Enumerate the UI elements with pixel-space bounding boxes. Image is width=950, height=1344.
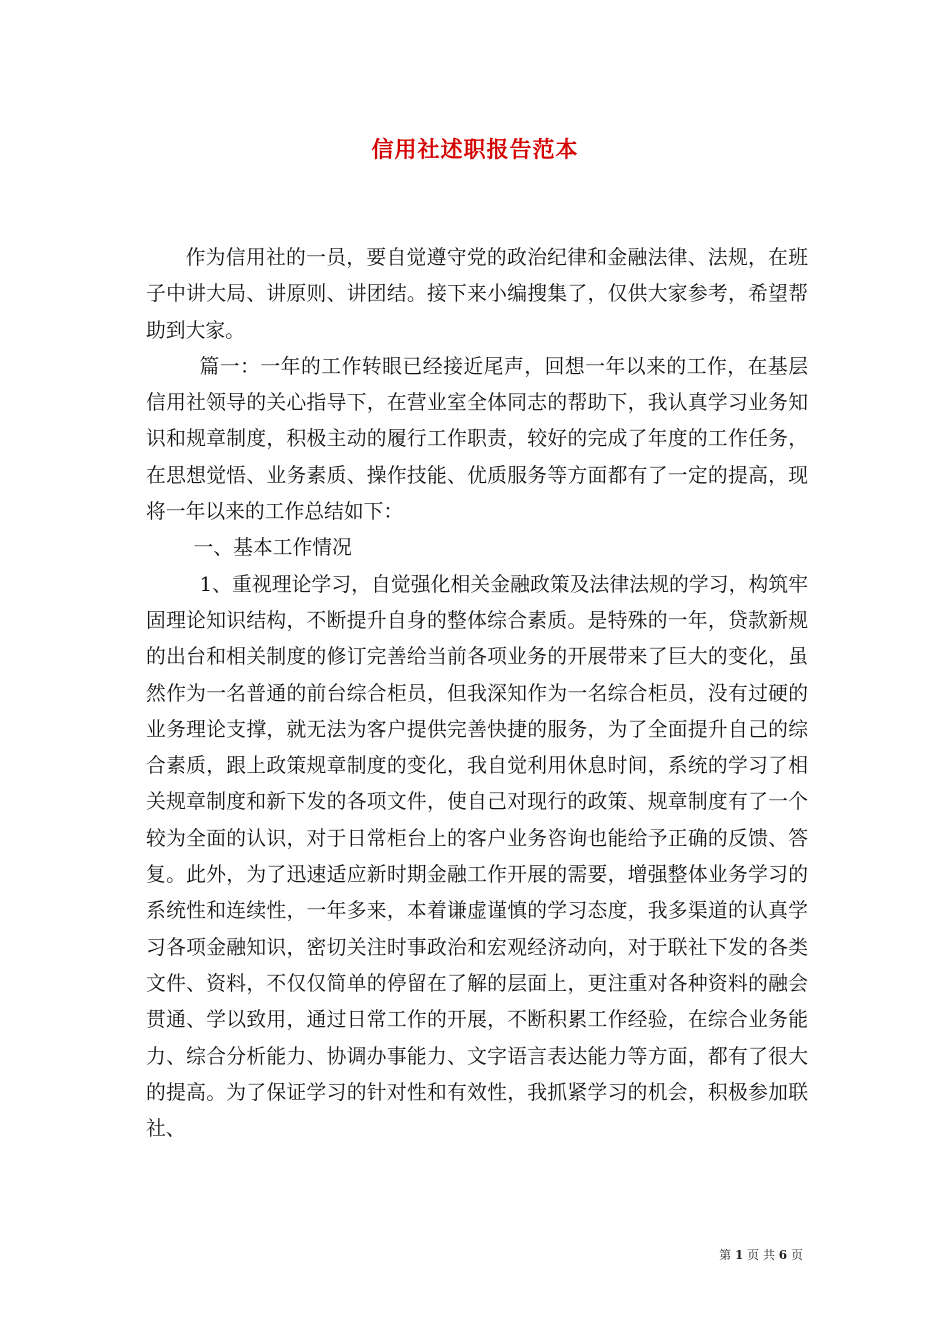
page-number-footer — [719, 1247, 803, 1263]
footer-current-page: 1 — [734, 1248, 744, 1262]
document-body — [146, 240, 808, 1147]
footer-suffix: 页 — [790, 1248, 803, 1262]
footer-prefix: 第 — [719, 1248, 732, 1262]
paragraph-theory-study: 1、重视理论学习，自觉强化相关金融政策及法律法规的学习，构筑牢固理论知识结构，不断提升自身的整体综合素质。是特殊的一年，贷款新规的出台和相关制度的修订完善给当前各项业务的开展带来了巨大的变化，虽然作为一名普通的前台综合柜员，但我深知作为一名综合柜员，没有过硬的业务理论支撑，就无法为客户提供完善快捷的服务，为了全面提升自己的综合素质，跟上政策规章制度的变化，我自觉利用休息时间，系统的学习了相关规章制度和新下发的各项文件，使自己对现行的政策、规章制度有了一个较为全面的认识，对于日常柜台上的客户业务咨询也能给予正确的反馈、答复。此外，为了迅速适应新时期金融工作开展的需要，增强整体业务学习的系统性和连续性，一年多来，本着谦虚谨慎的学习态度，我多渠道的认真学习各项金融知识，密切关注时事政治和宏观经济动向，对于联社下发的各类文件、资料，不仅仅简单的停留在了解的层面上，更注重对各种资料的融会贯通、学以致用，通过日常工作的开展，不断积累工作经验，在综合业务能力、综合分析能力、协调办事能力、文字语言表达能力等方面，都有了很大的提高。为了保证学习的针对性和有效性，我抓紧学习的机会，积极参加联社、 — [146, 572, 808, 1141]
footer-total-pages: 6 — [778, 1248, 788, 1262]
paragraph-intro: 作为信用社的一员，要自觉遵守党的政治纪律和金融法律、法规，在班子中讲大局、讲原则、讲团结。接下来小编搜集了，仅供大家参考，希望帮助到大家。 — [146, 246, 808, 342]
footer-middle: 页 共 — [747, 1248, 775, 1262]
paragraph-part-one: 篇一：一年的工作转眼已经接近尾声，回想一年以来的工作，在基层信用社领导的关心指导下，在营业室全体同志的帮助下，我认真学习业务知识和规章制度，积极主动的履行工作职责，较好的完成了年度的工作任务，在思想觉悟、业务素质、操作技能、优质服务等方面都有了一定的提高，现将一年以来的工作总结如下： — [146, 354, 808, 524]
section-heading-basic-work: 一、基本工作情况 — [193, 536, 352, 560]
document-title: 信用社述职报告范本 — [371, 137, 579, 163]
